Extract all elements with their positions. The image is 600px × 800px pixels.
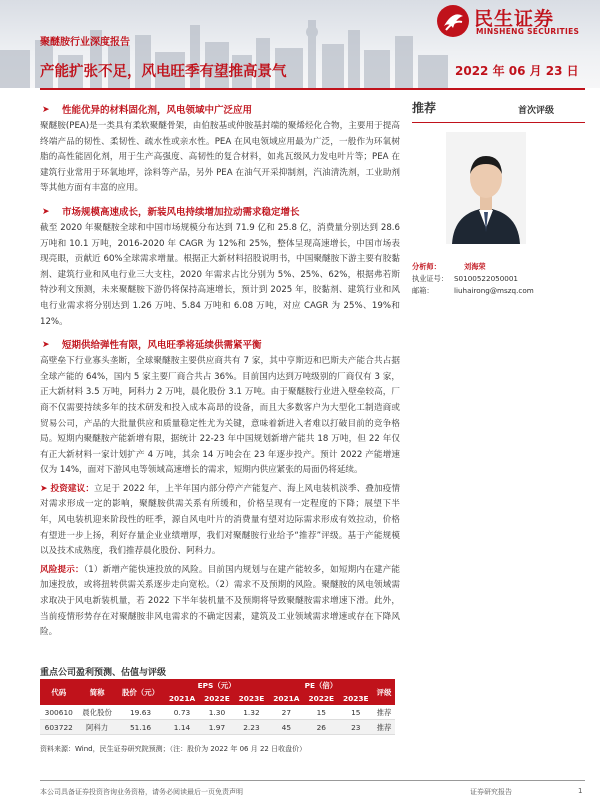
cell: 15 [304, 705, 339, 720]
risk-text: （1）新增产能快速投放的风险。目前国内规划与在建产能较多，如短期内在建产能加速投放，或将扭转供需关系逐步走向宽松。（2）需求不及预期的风险。聚醚胺的风电领域需求取决于风电新装机量，若 2022 下半年装机量不及预期将导致聚醚胺需求增速下滑。此外，当前疫情形势存在对聚醚胺非风电需求的不确定因素，建筑及工业领域需求增速或存在下降风险。 [40, 564, 400, 638]
page-header [0, 0, 600, 88]
analyst-photo [446, 132, 526, 244]
header-divider [40, 88, 585, 90]
industry-tag: 聚醚胺行业深度报告 [40, 37, 130, 48]
cell: 1.32 [234, 705, 269, 720]
sidebar-divider [412, 122, 585, 123]
cell: 27 [269, 705, 304, 720]
section-paragraph: 高壁垒下行业寡头垄断，全球聚醚胺主要供应商共有 7 家，其中亨斯迈和巴斯夫产能合共占据全球产能的 64%，国内 5 家主要厂商合共占 36%。目前国内达到万吨级别的厂商仅有 3 家，正大新材料 3.5 万吨，阿科力 2 万吨，晨化股份 3.1 万吨。由于聚醚胺行业进入壁垒较高，厂商不仅需要持续多年的技术研发和投入成本高昂的设备，而且大多数客户为大型化工制造商或贸易公司，产品的大批量供应和质量稳定性尤为关键，意味着新进入者难以打破目前的竞争格局。短期内聚醚胺产能新增有限，据统计 22-23 年中国规划新增产能共 18 万吨，但 22 年仅有正大新材料一家计划扩产 4 万吨，其余 14 万吨会在 23 年逐步投产。预计 2022 产能增速仅为 14%，面对下游风电等领域高速增长的需求，短期内供应紧张的局面仍将延续。 [40, 356, 400, 476]
cell: 15 [339, 705, 374, 720]
cell: 推荐 [373, 720, 395, 735]
col-pe-2023e: 2023E [339, 692, 374, 705]
analyst-row [412, 261, 585, 273]
analyst-info [412, 261, 585, 297]
col-price: 股价（元） [117, 679, 165, 705]
col-code: 代码 [40, 679, 78, 705]
rating-label: 推荐 [412, 101, 437, 115]
cell: 51.16 [117, 720, 165, 735]
license-number: S0100522050001 [454, 274, 519, 283]
investment-label: 投资建议： [50, 483, 95, 494]
minsheng-logo-icon [436, 4, 470, 38]
brand-logo [436, 4, 586, 40]
table-row [40, 720, 395, 735]
section-paragraph: 截至 2020 年聚醚胺全球和中国市场规模分布达到 71.9 亿和 25.8 亿，消费量分别达到 28.6 万吨和 10.1 万吨，2016-2020 年 CAGR 为 12%和 25%，整体呈现高速增长，中国市场表现亮眼，贡献近 60%全球需求增量。根据正大新材料招股说明书，中国聚醚胺下游主要有胶黏剂、建筑行业和风电行业三大支柱，2020 年需求占比分别为 5%、25%、62%，根据弗若斯特沙利文预测，未来聚醚胺下游仍将保持高速增长，预计到 2025 年，胶黏剂、建筑行业和风电行业需求将分别达到 1.26 万吨、5.84 万吨和 6.08 万吨，对应 CAGR 为 25%、19%和 12%。 [40, 222, 400, 327]
email-address[interactable]: liuhairong@mszq.com [454, 286, 534, 295]
analyst-label: 分析师： [412, 262, 441, 271]
cell: 2.23 [234, 720, 269, 735]
brand-name-en: MINSHENG SECURITIES [476, 27, 580, 36]
arrow-bullet-icon: ➤ [42, 206, 50, 217]
col-pe: PE（倍） [269, 679, 373, 692]
arrow-bullet-icon: ➤ [42, 105, 50, 115]
table-row [40, 705, 395, 720]
report-date: 2022 年 06 月 23 日 [455, 64, 579, 78]
cell: 阿科力 [78, 720, 117, 735]
analyst-name: 刘海荣 [464, 262, 486, 271]
forecast-table [40, 679, 395, 735]
cell: 26 [304, 720, 339, 735]
cell: 45 [269, 720, 304, 735]
rating-note: 首次评级 [518, 106, 555, 116]
footer-divider [40, 780, 585, 781]
page-number: 1 [578, 787, 583, 795]
investment-paragraph [40, 482, 400, 560]
table-title: 重点公司盈利预测、估值与评级 [40, 668, 167, 678]
cell: 1.97 [200, 720, 235, 735]
arrow-bullet-icon: ➤ [42, 340, 50, 351]
table-source-note: 资料来源：Wind，民生证券研究院预测；（注：股价为 2022 年 06 月 22 日收盘价） [40, 745, 307, 753]
section-paragraph: 聚醚胺(PEA)是一类具有柔软聚醚骨架，由伯胺基或仲胺基封端的聚烯烃化合物，主要用于提高终端产品的韧性、柔韧性、疏水性或亲水性。PEA 在风电领域应用最为广泛，一般作为环氧树脂的高性能固化剂，用于生产高强度、高韧性的复合材料，如兆瓦级风力发电叶片等；PEA 在建筑行业常用于环氧地坪，涂料等产品，另外 PEA 在油气开采抑制剂，汽油清洗剂，工业助剂等其他方面有丰富的应用。 [40, 121, 400, 194]
col-eps-2021a: 2021A [164, 692, 199, 705]
report-title: 产能扩张不足，风电旺季有望推高景气 [40, 64, 287, 80]
col-pe-2022e: 2022E [304, 692, 339, 705]
col-eps: EPS（元） [164, 679, 268, 692]
cell: 0.73 [164, 705, 199, 720]
risk-paragraph [40, 563, 400, 641]
footer-disclaimer: 本公司具备证券投资咨询业务资格，请务必阅读最后一页免责声明 [40, 788, 243, 796]
section-heading: ➤ 市场规模高速成长，新装风电持续增加拉动需求稳定增长 [42, 206, 300, 218]
investment-text: 立足于 2022 年，上半年国内部分停产产能复产、海上风电装机淡季、叠加疫情对需求形成一定的影响，聚醚胺供需关系有所缓和，价格呈现有一定程度的下降；展望下半年，风电装机迎来阶段性的旺季，源自风电叶片的消费量有望对边际需求形成有效拉动，价格有望进一步上扬，利好存量企业业绩增厚，我们对聚醚胺行业给予“推荐”评级。基于产能规模以及技术成熟度，我们推荐晨化股份、阿科力。 [40, 483, 400, 557]
section-heading: ➤ 短期供给弹性有限，风电旺季将延续供需紧平衡 [42, 340, 262, 352]
report-body [40, 95, 400, 641]
col-eps-2023e: 2023E [234, 692, 269, 705]
col-name: 简称 [78, 679, 117, 705]
col-pe-2021a: 2021A [269, 692, 304, 705]
cell: 300610 [40, 705, 78, 720]
risk-label: 风险提示： [40, 564, 84, 575]
col-rating: 评级 [373, 679, 395, 705]
analyst-portrait-icon [446, 132, 526, 244]
col-eps-2022e: 2022E [200, 692, 235, 705]
brand-name-cn: 民生证券 [474, 8, 555, 30]
arrow-bullet-icon: ➤ [40, 483, 51, 494]
cell: 19.63 [117, 705, 165, 720]
cell: 晨化股份 [78, 705, 117, 720]
section-heading: ➤ 性能优异的材料固化剂，风电领域中广泛应用 [42, 105, 253, 116]
cell: 推荐 [373, 705, 395, 720]
cell: 603722 [40, 720, 78, 735]
cell: 1.30 [200, 705, 235, 720]
license-label: 执业证号： [412, 274, 448, 283]
cell: 23 [339, 720, 374, 735]
license-row [412, 273, 585, 285]
email-row [412, 285, 585, 297]
cell: 1.14 [164, 720, 199, 735]
footer-label: 证券研究报告 [470, 788, 512, 796]
email-label: 邮箱： [412, 286, 434, 295]
